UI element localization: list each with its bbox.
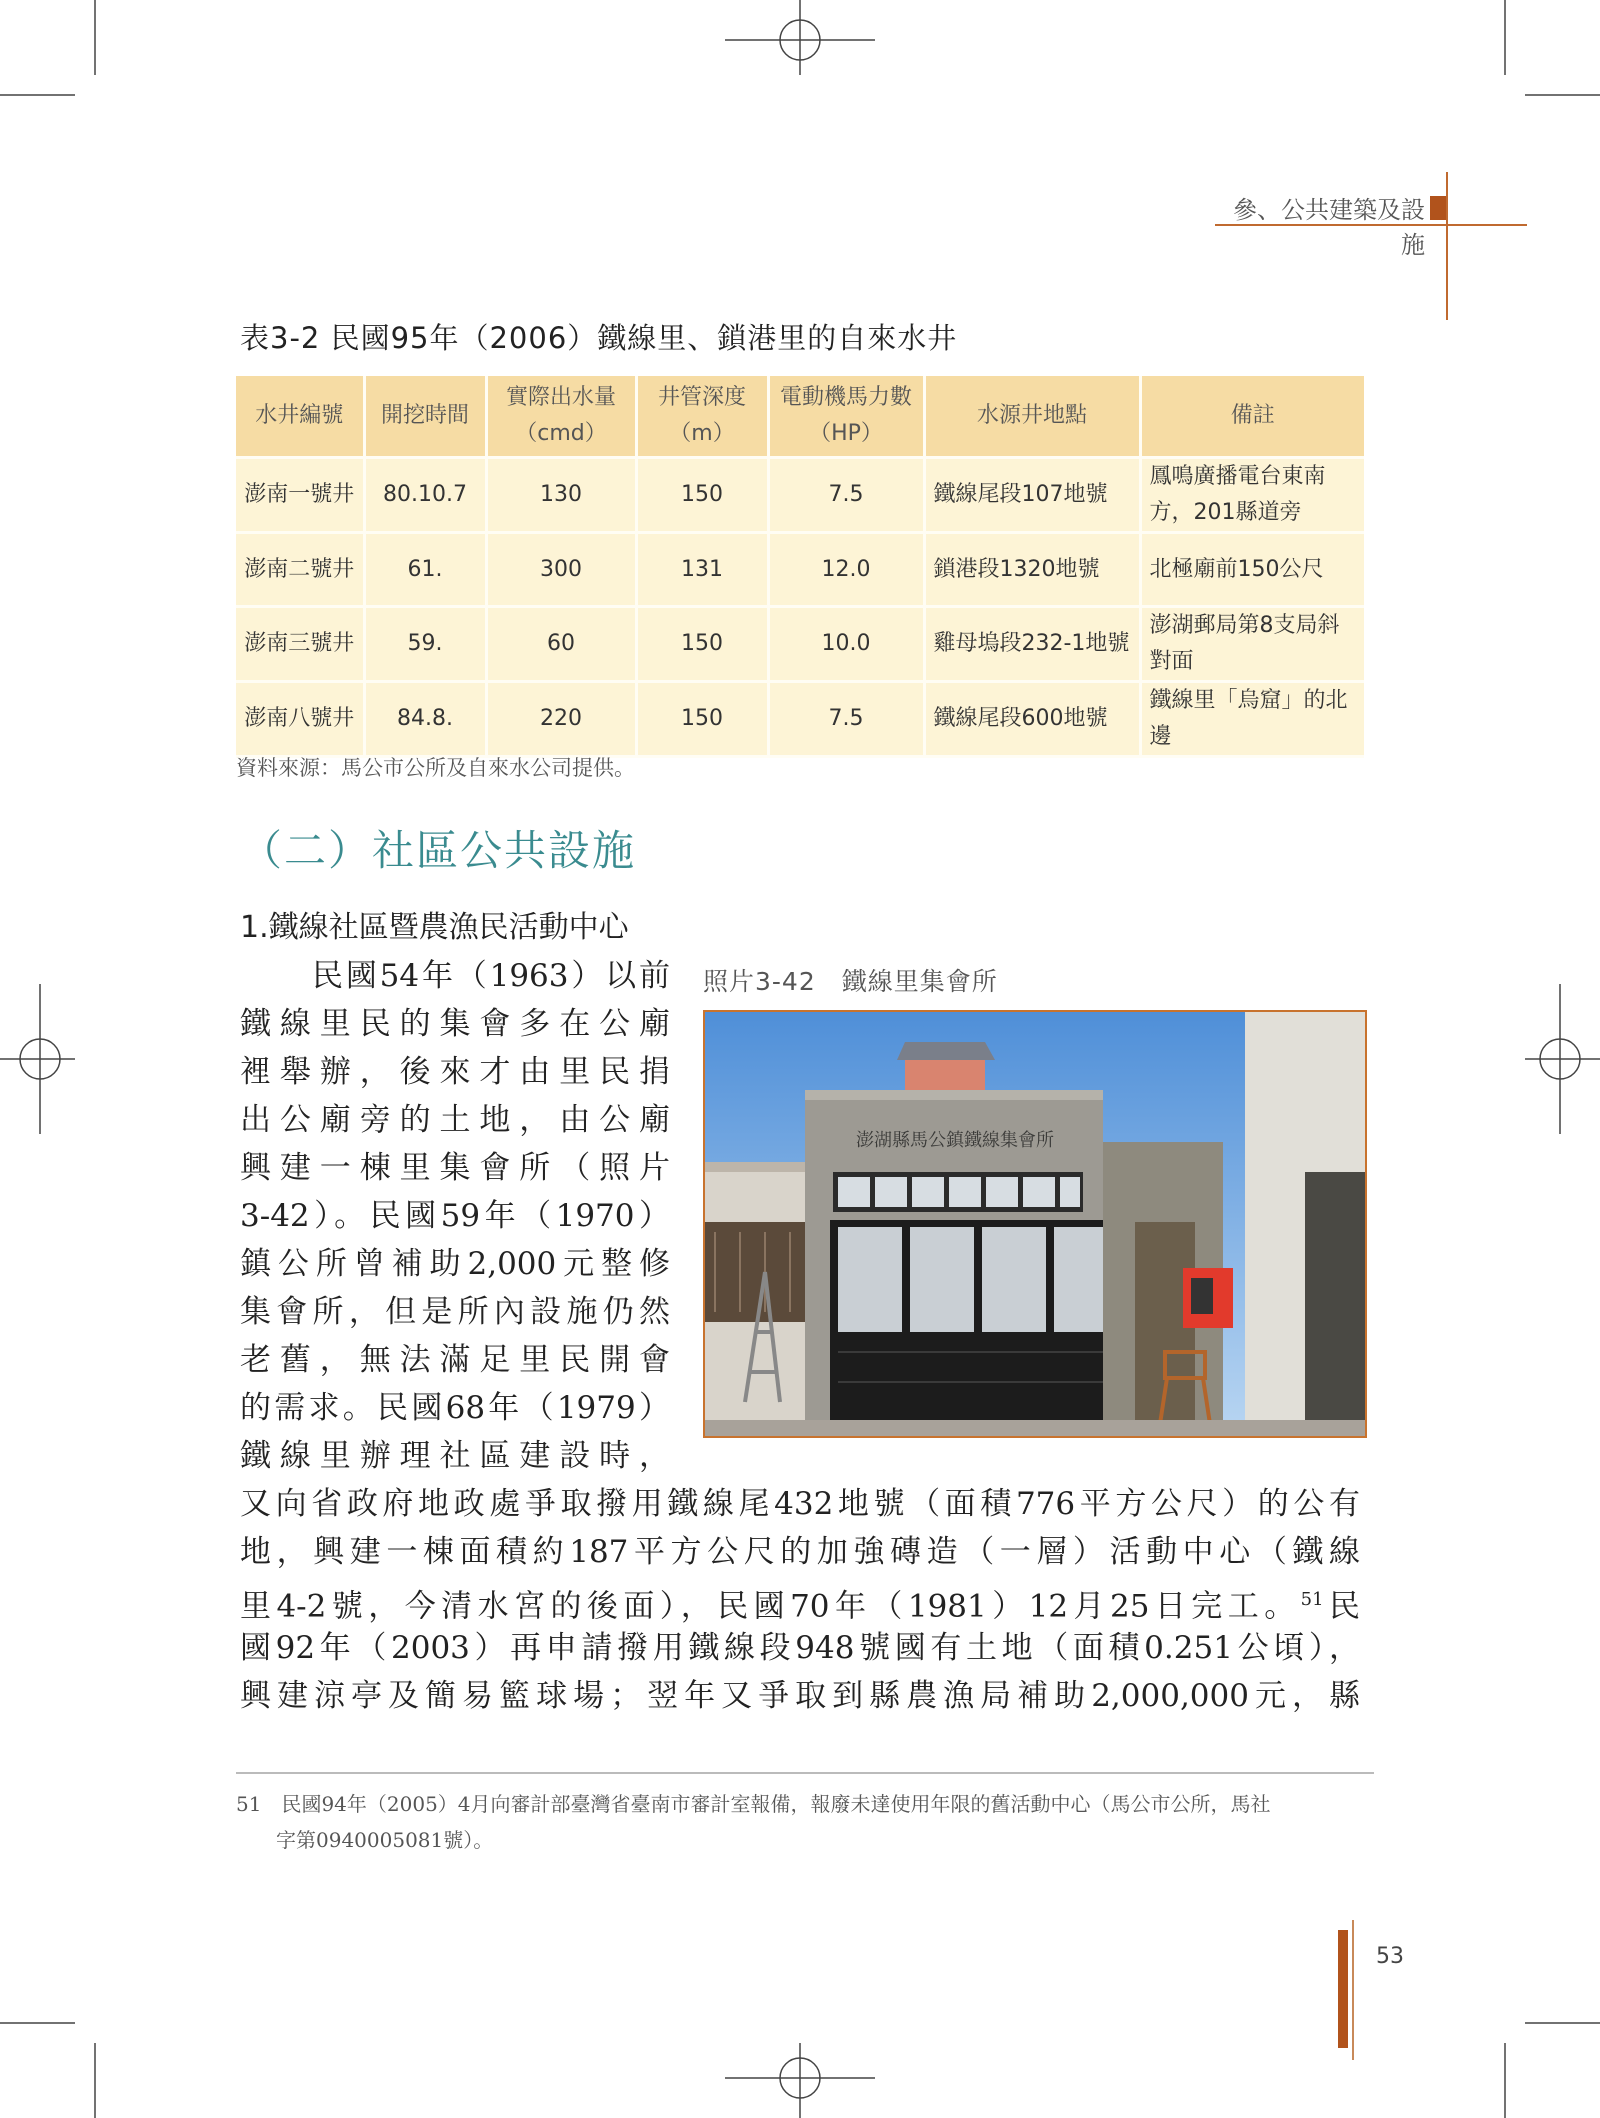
page-number-accent-bar xyxy=(1338,1930,1348,2048)
body-line: 地，興建一棟面積約187平方公尺的加強磚造（一層）活動中心（鐵線 xyxy=(240,1534,1360,1570)
photo-caption: 照片3-42 鐵線里集會所 xyxy=(703,967,998,996)
footnote-line: 51 民國94年（2005）4月向審計部臺灣省臺南市審計室報備，報廢未達使用年限的舊活動中心（馬公市公所，馬社 xyxy=(236,1792,1271,1816)
cell-output: 300 xyxy=(486,533,636,607)
cell-output: 60 xyxy=(486,607,636,682)
cell-depth: 150 xyxy=(636,607,768,682)
table-source: 資料來源：馬公市公所及自來水公司提供。 xyxy=(236,756,635,780)
table-row xyxy=(236,458,1364,533)
cell-depth: 150 xyxy=(636,682,768,757)
header-cell: 備註 xyxy=(1140,376,1364,458)
cell-hp: 12.0 xyxy=(768,533,924,607)
cell-date: 59. xyxy=(364,607,486,682)
cell-date: 80.10.7 xyxy=(364,458,486,533)
header-cell: 井管深度 （m） xyxy=(636,376,768,458)
cell-id: 澎南一號井 xyxy=(236,458,364,533)
footnote-line: 字第0940005081號）。 xyxy=(276,1828,494,1852)
section-title: （二）社區公共設施 xyxy=(240,826,637,875)
cell-hp: 7.5 xyxy=(768,682,924,757)
cell-id: 澎南三號井 xyxy=(236,607,364,682)
body-line: 3-42）。民國59年（1970） xyxy=(240,1198,670,1234)
body-line: 的需求。民國68年（1979） xyxy=(240,1390,670,1426)
cell-date: 84.8. xyxy=(364,682,486,757)
header-cell: 開挖時間 xyxy=(364,376,486,458)
header-cell: 電動機馬力數 （HP） xyxy=(768,376,924,458)
header-rule-vertical xyxy=(1446,172,1448,320)
body-line: 國92年（2003）再申請撥用鐵線段948號國有土地（面積0.251公頃）， xyxy=(240,1630,1360,1666)
body-line: 興建一棟里集會所（照片 xyxy=(240,1150,670,1186)
footnote-ref: 51 xyxy=(1300,1589,1324,1610)
table-header-row xyxy=(236,376,1364,458)
body-line: 興建涼亭及簡易籃球場；翌年又爭取到縣農漁局補助2,000,000元，縣 xyxy=(240,1678,1360,1714)
body-line: 裡舉辦，後來才由里民捐 xyxy=(240,1054,670,1090)
page-number-accent-line xyxy=(1352,1920,1354,2060)
body-line: 鎮公所曾補助2,000元整修 xyxy=(240,1246,670,1282)
running-header: 參、公共建築及設施 xyxy=(1233,196,1425,259)
cell-hp: 7.5 xyxy=(768,458,924,533)
table-row xyxy=(236,682,1364,757)
cell-depth: 150 xyxy=(636,458,768,533)
cell-output: 220 xyxy=(486,682,636,757)
body-line xyxy=(240,1576,1360,1630)
header-cell: 水井編號 xyxy=(236,376,364,458)
body-line: 出公廟旁的土地，由公廟 xyxy=(240,1102,670,1138)
header-rule-horizontal xyxy=(1215,224,1527,226)
body-line: 鐵線里民的集會多在公廟 xyxy=(240,1006,670,1042)
cell-note: 鳳鳴廣播電台東南方，201縣道旁 xyxy=(1140,458,1364,533)
body-line: 民國54年（1963）以前 xyxy=(312,958,670,994)
cell-hp: 10.0 xyxy=(768,607,924,682)
cell-note: 澎湖郵局第8支局斜對面 xyxy=(1140,607,1364,682)
cell-output: 130 xyxy=(486,458,636,533)
meeting-hall-illustration xyxy=(705,1012,1365,1436)
photo-meeting-hall xyxy=(703,1010,1367,1438)
cell-depth: 131 xyxy=(636,533,768,607)
body-line: 集會所，但是所內設施仍然 xyxy=(240,1294,670,1330)
page-number: 53 xyxy=(1376,1944,1404,1969)
cell-id: 澎南八號井 xyxy=(236,682,364,757)
building-sign: 澎湖縣馬公鎮鐵線集會所 xyxy=(856,1130,1054,1151)
cell-location: 鐵線尾段107地號 xyxy=(924,458,1140,533)
wells-table xyxy=(236,376,1364,758)
footnote-rule xyxy=(236,1772,1374,1774)
table-row xyxy=(236,607,1364,682)
subheading: 1.鐵線社區暨農漁民活動中心 xyxy=(240,910,629,945)
cell-note: 北極廟前150公尺 xyxy=(1140,533,1364,607)
body-line-text: 里4-2號，今清水宮的後面），民國70年（1981）12月25日完工。 xyxy=(240,1588,1301,1625)
body-line: 又向省政府地政處爭取撥用鐵線尾432地號（面積776平方公尺）的公有 xyxy=(240,1486,1360,1522)
cell-note: 鐵線里「烏窟」的北邊 xyxy=(1140,682,1364,757)
header-cell: 水源井地點 xyxy=(924,376,1140,458)
body-line: 鐵線里辦理社區建設時， xyxy=(240,1438,670,1474)
cell-id: 澎南二號井 xyxy=(236,533,364,607)
cell-date: 61. xyxy=(364,533,486,607)
cell-location: 雞母塢段232-1地號 xyxy=(924,607,1140,682)
table-row xyxy=(236,533,1364,607)
header-accent-square xyxy=(1430,196,1446,220)
body-line-tail: 民 xyxy=(1323,1588,1361,1625)
body-line: 老舊，無法滿足里民開會 xyxy=(240,1342,670,1378)
cell-location: 鐵線尾段600地號 xyxy=(924,682,1140,757)
table-title: 表3-2 民國95年（2006）鐵線里、鎖港里的自來水井 xyxy=(240,321,958,355)
header-cell: 實際出水量 （cmd） xyxy=(486,376,636,458)
cell-location: 鎖港段1320地號 xyxy=(924,533,1140,607)
